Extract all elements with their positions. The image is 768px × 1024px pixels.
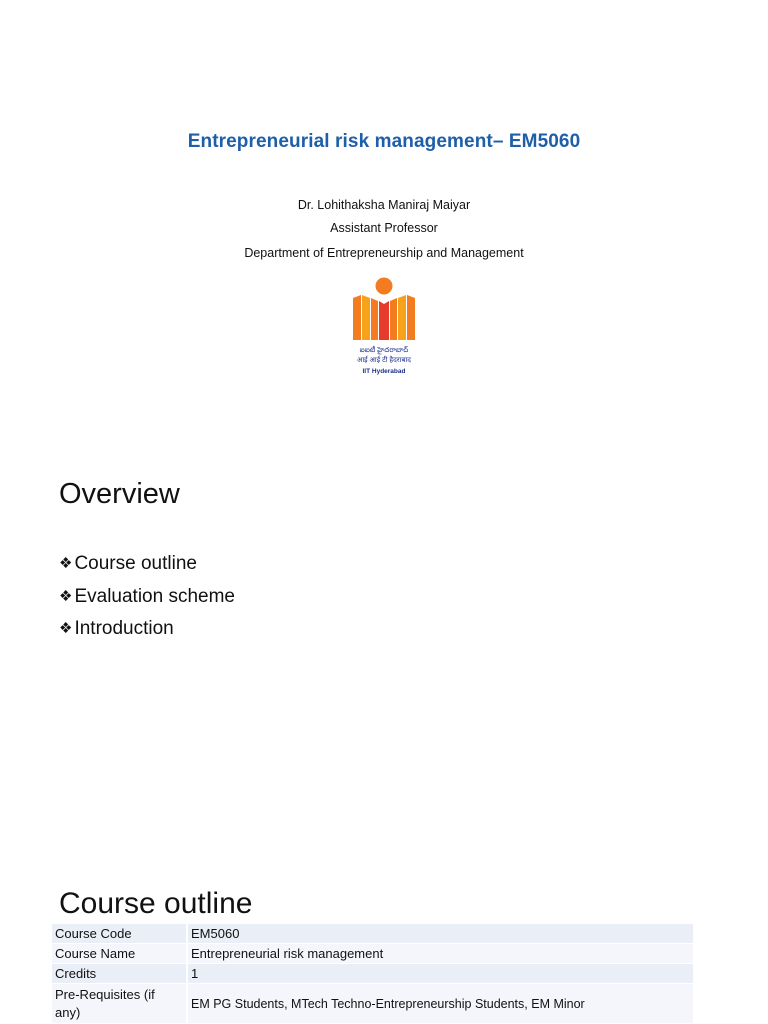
course-title: Entrepreneurial risk management– EM5060 [187,131,581,152]
row-value: 1 [191,966,199,981]
table-row [52,944,693,964]
author-department: Department of Entrepreneurship and Management [244,246,524,260]
author-role: Assistant Professor [330,221,438,235]
overview-heading: Overview [59,478,180,510]
overview-item-label: Introduction [74,618,174,640]
row-value: EM PG Students, MTech Techno-Entrepreneurship Students, EM Minor [191,996,585,1011]
row-value: EM5060 [191,926,240,941]
iit-logo-emblem-icon [338,274,430,344]
row-key: Course Code [52,924,187,944]
table-row [52,984,693,1024]
table-row [52,964,693,984]
overview-list [59,548,235,646]
row-key: Pre-Requisites (if any) [52,984,187,1024]
logo-text-english: IIT Hyderabad [362,368,406,375]
overview-slide [0,450,768,860]
overview-item-course-outline [59,548,235,581]
iit-hyderabad-logo [338,274,430,384]
logo-text-telugu: ఐఐటీ హైదరాబాద్ [359,347,409,354]
overview-item-label: Evaluation scheme [74,585,235,607]
overview-item-introduction [59,613,235,646]
diamond-bullet-icon: ❖ [59,555,73,573]
row-value: Entrepreneurial risk management [191,946,384,961]
overview-item-evaluation-scheme [59,581,235,614]
table-row [52,924,693,944]
course-outline-table [52,924,693,1024]
course-outline-slide [0,860,768,1024]
row-key: Course Name [52,944,187,964]
diamond-bullet-icon: ❖ [59,620,73,638]
overview-item-label: Course outline [74,553,197,575]
logo-text-hindi: आई आई टी हैदराबाद [357,357,411,364]
diamond-bullet-icon: ❖ [59,587,73,605]
title-slide [0,0,768,450]
course-outline-heading: Course outline [59,887,253,920]
row-key: Credits [52,964,187,984]
author-name: Dr. Lohithaksha Maniraj Maiyar [297,198,471,212]
